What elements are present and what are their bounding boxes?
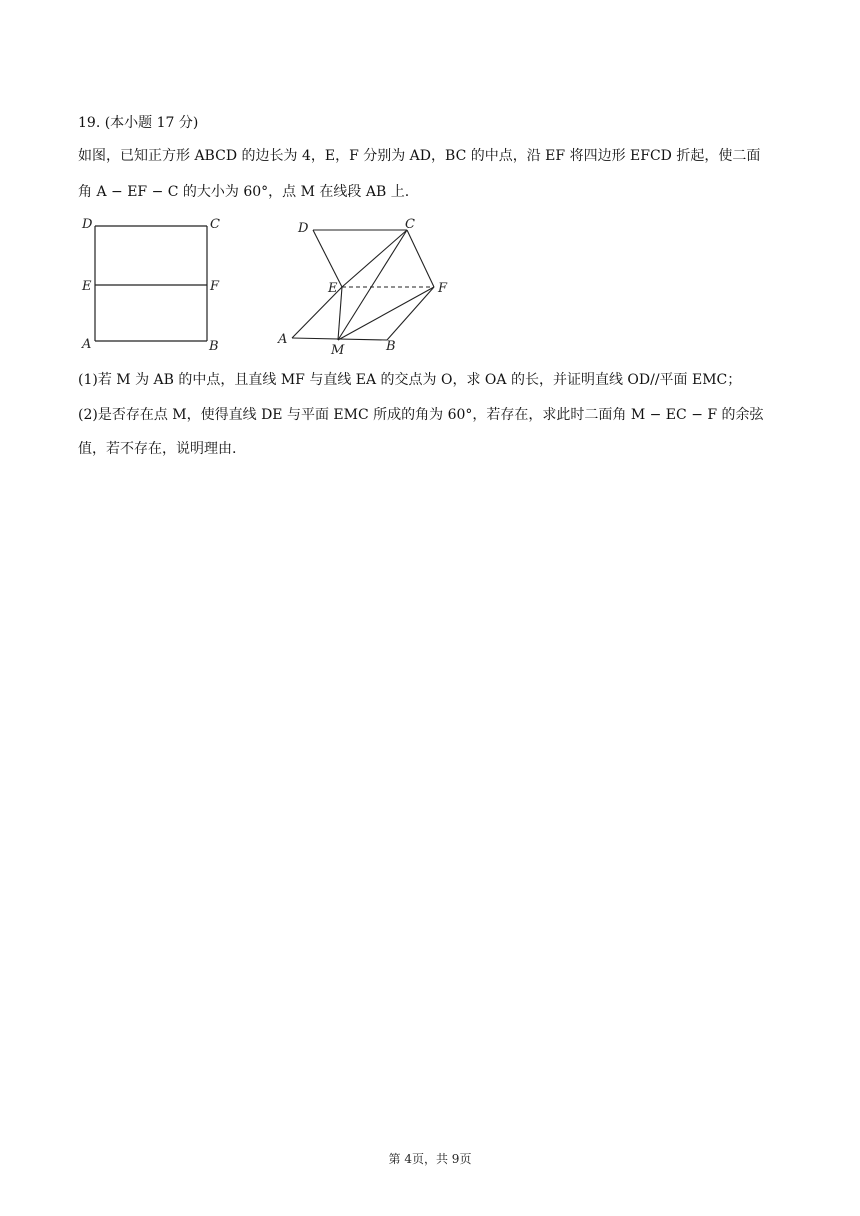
problem-heading: 19. (本小题 17 分) <box>78 115 199 131</box>
label-C: C <box>210 217 220 232</box>
edge-EM <box>338 287 342 340</box>
problem-intro-line-2: 角 A − EF − C 的大小为 60°，点 M 在线段 AB 上. <box>78 184 410 200</box>
figure-square <box>76 212 226 354</box>
label-M: M <box>331 343 345 357</box>
edge-CF <box>407 230 434 287</box>
label-E: E <box>328 281 338 296</box>
page-footer: 第 4页，共 9页 <box>388 1152 472 1166</box>
label-D: D <box>82 217 93 232</box>
label-A: A <box>82 337 92 352</box>
edge-FM <box>338 287 434 340</box>
question-2-line-1: (2)是否存在点 M，使得直线 DE 与平面 EMC 所成的角为 60°，若存在，求此时二面角 M − EC − F 的余弦 <box>78 407 764 423</box>
edge-DE <box>313 230 342 287</box>
label-E: E <box>82 279 92 294</box>
problem-intro-line-1: 如图，已知正方形 ABCD 的边长为 4，E，F 分别为 AD，BC 的中点，沿 EF 将四边形 EFCD 折起，使二面 <box>78 148 761 164</box>
question-2-line-2: 值，若不存在，说明理由. <box>78 441 237 457</box>
label-B: B <box>209 339 219 354</box>
edge-CE <box>342 230 407 287</box>
edge-FB <box>387 287 434 340</box>
label-B: B <box>386 339 396 354</box>
question-1: (1)若 M 为 AB 的中点，且直线 MF 与直线 EA 的交点为 O，求 OA 的长，并证明直线 OD//平面 EMC； <box>78 372 742 388</box>
edge-CM <box>338 230 407 340</box>
label-F: F <box>210 279 220 294</box>
label-D: D <box>298 221 309 236</box>
figure-folded <box>276 212 466 357</box>
label-A: A <box>278 332 288 347</box>
label-F: F <box>438 281 448 296</box>
label-C: C <box>405 217 415 232</box>
